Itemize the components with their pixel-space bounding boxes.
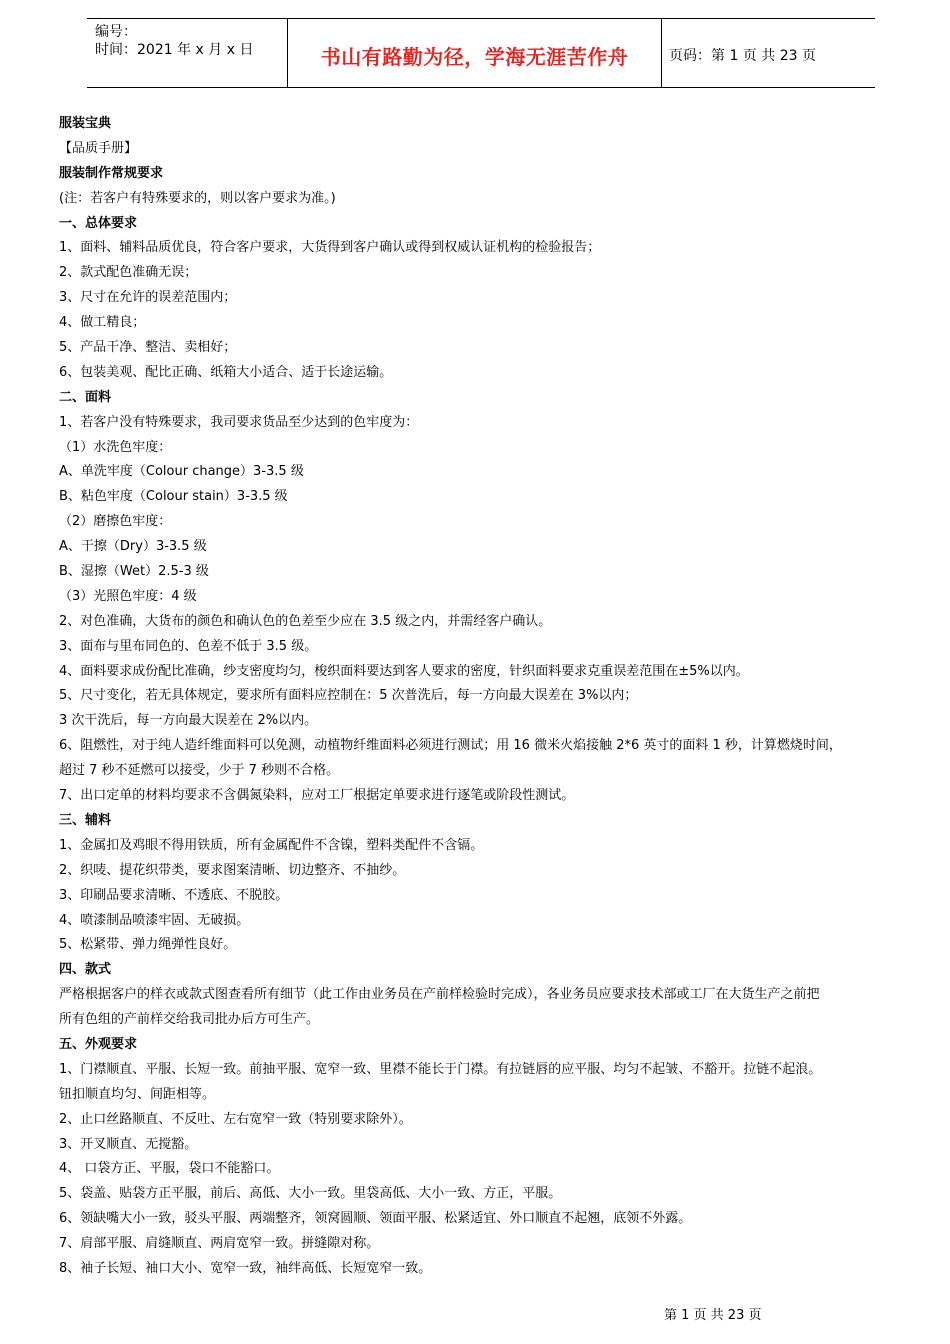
section-heading: 一、总体要求 [59,215,138,231]
body-line: 3、尺寸在允许的误差范围内； [59,290,237,306]
body-line: 1、金属扣及鸡眼不得用铁质，所有金属配件不含镍，塑料类配件不含镉。 [59,837,484,853]
body-line: 3、开叉顺直、无搅豁。 [59,1136,198,1152]
body-line: A、单洗牢度（Colour change）3-3.5 级 [59,464,304,480]
page-header [87,18,875,88]
body-line: 【品质手册】 [59,140,138,156]
body-line: 2、对色准确，大货布的颜色和确认色的色差至少应在 3.5 级之内，并需经客户确认。 [59,613,552,629]
body-line: 5、袋盖、贴袋方正平服，前后、高低、大小一致。里袋高低、大小一致、方正，平服。 [59,1186,562,1202]
section-heading: 服装宝典 [59,116,112,131]
body-line: A、干擦（Dry）3-3.5 级 [59,539,207,555]
header-motto-cell [287,19,662,87]
body-line: 3、印刷品要求清晰、不透底、不脱胶。 [59,887,289,903]
body-line: 4、做工精良； [59,315,146,331]
body-line: 1、面料、辅料品质优良，符合客户要求，大货得到客户确认或得到权威认证机构的检验报告； [59,240,601,256]
body-line: 4、 口袋方正、平服，袋口不能豁口。 [59,1161,280,1177]
body-line: 2、织唛、提花织带类，要求图案清晰、切边整齐、不抽纱。 [59,862,406,878]
body-line: 5、尺寸变化，若无具体规定，要求所有面料应控制在：5 次普洗后，每一方向最大误差在 3%以内； [59,688,638,704]
body-line: 7、肩部平服、肩缝顺直、两肩宽窄一致。拼缝隙对称。 [59,1236,380,1252]
body-line: 5、松紧带、弹力绳弹性良好。 [59,937,237,953]
body-line: B、粘色牢度（Colour stain）3-3.5 级 [59,489,288,505]
body-line: （3）光照色牢度：4 级 [59,588,197,604]
body-line: 3、面布与里布同色的、色差不低于 3.5 级。 [59,638,318,654]
section-heading: 五、外观要求 [59,1036,138,1052]
section-heading: 服装制作常规要求 [59,165,164,181]
body-line: 4、喷漆制品喷漆牢固、无破损。 [59,912,250,928]
body-line: 1、若客户没有特殊要求，我司要求货品至少达到的色牢度为： [59,414,419,430]
body-line: 1、门襟顺直、平服、长短一致。前抽平服、宽窄一致、里襟不能长于门襟。有拉链唇的应平服、均匀不起皱、不豁开。拉链不起浪。 [59,1061,822,1077]
body-line: 2、止口丝路顺直、不反吐、左右宽窄一致（特别要求除外）。 [59,1111,412,1127]
document-number-label: 编号： [95,24,137,40]
body-line: 6、包装美观、配比正确、纸箱大小适合、适于长途运输。 [59,364,393,380]
body-line: 7、出口定单的材料均要求不含偶氮染料，应对工厂根据定单要求进行逐笔或阶段性测试。 [59,788,575,804]
body-line: 6、阻燃性，对于纯人造纤维面料可以免测，动植物纤维面料必须进行测试；用 16 微米火焰接触 2*6 英寸的面料 1 秒，计算燃烧时间， [59,738,842,754]
section-heading: 二、面料 [59,389,112,405]
body-line: (注：若客户有特殊要求的，则以客户要求为准。) [59,190,336,206]
body-line: （2）磨擦色牢度： [59,514,172,530]
body-line: （1）水洗色牢度： [59,439,172,455]
body-line: 2、款式配色准确无误； [59,265,198,281]
body-line: 3 次干洗后，每一方向最大误差在 2%以内。 [59,713,318,729]
section-heading: 三、辅料 [59,812,112,828]
body-line: 5、产品干净、整洁、卖相好； [59,340,237,356]
body-line: 严格根据客户的样衣或款式图查看所有细节（此工作由业务员在产前样检验时完成），各业务员应要求技术部或工厂在大货生产之前把 [59,987,820,1003]
body-line: 6、领缺嘴大小一致，驳头平服、两端整齐，领窝圆顺、领面平服、松紧适宜、外口顺直不起翘，底领不外露。 [59,1211,692,1227]
header-page-info: 页码：第 1 页 共 23 页 [669,48,816,64]
header-page-cell [661,19,875,87]
header-info-cell [87,19,287,87]
document-body [59,112,919,1282]
body-line: 8、袖子长短、袖口大小、宽窄一致，袖绊高低、长短宽窄一致。 [59,1260,432,1276]
body-line: 钮扣顺直均匀、间距相等。 [59,1086,216,1102]
header-motto: 书山有路勤为径，学海无涯苦作舟 [320,45,629,69]
section-heading: 四、款式 [59,962,112,978]
document-time-label: 时间：2021 年 x 月 x 日 [95,42,254,58]
body-line: 所有色组的产前样交给我司批办后方可生产。 [59,1012,320,1028]
body-line: B、湿擦（Wet）2.5-3 级 [59,564,209,580]
body-line: 超过 7 秒不延燃可以接受，少于 7 秒则不合格。 [59,763,340,779]
body-line: 4、面料要求成份配比准确，纱支密度均匀，梭织面料要达到客人要求的密度，针织面料要求克重误差范围在±5%以内。 [59,663,749,679]
page-footer: 第 1 页 共 23 页 [664,1308,762,1323]
